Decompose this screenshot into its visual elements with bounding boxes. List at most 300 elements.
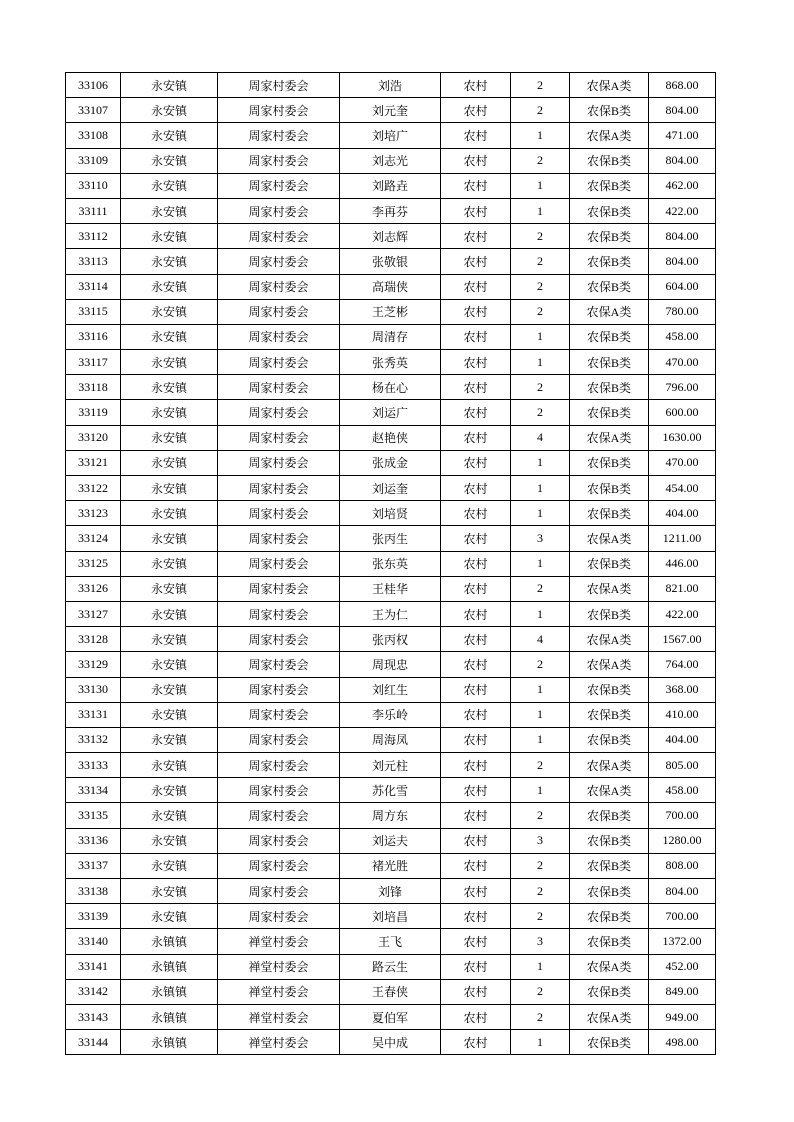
insurance-category: 农保B类 [570,551,649,576]
person-count: 1 [511,1030,570,1055]
town: 永安镇 [121,576,218,601]
village-committee: 周家村委会 [218,425,340,450]
amount: 804.00 [649,879,716,904]
table-row [66,576,716,601]
amount: 805.00 [649,753,716,778]
amount: 498.00 [649,1030,716,1055]
person-count: 2 [511,879,570,904]
person-name: 刘运夫 [340,828,441,853]
town: 永安镇 [121,274,218,299]
village-committee: 周家村委会 [218,274,340,299]
town: 永安镇 [121,98,218,123]
residence-type: 农村 [441,350,511,375]
residence-type: 农村 [441,904,511,929]
village-committee: 周家村委会 [218,803,340,828]
person-name: 周海凤 [340,727,441,752]
table-row [66,400,716,425]
village-committee: 禅堂村委会 [218,954,340,979]
amount: 462.00 [649,173,716,198]
residence-type: 农村 [441,123,511,148]
village-committee: 禅堂村委会 [218,979,340,1004]
person-name: 张丙权 [340,627,441,652]
town: 永安镇 [121,551,218,576]
record-id: 33130 [66,677,121,702]
village-committee: 周家村委会 [218,601,340,626]
record-id: 33131 [66,702,121,727]
table-row [66,224,716,249]
record-id: 33109 [66,148,121,173]
insurance-category: 农保B类 [570,702,649,727]
person-name: 吴中成 [340,1030,441,1055]
record-id: 33140 [66,929,121,954]
insurance-category: 农保B类 [570,224,649,249]
town: 永安镇 [121,501,218,526]
town: 永安镇 [121,879,218,904]
amount: 949.00 [649,1004,716,1029]
insurance-category: 农保B类 [570,173,649,198]
amount: 458.00 [649,778,716,803]
town: 永安镇 [121,652,218,677]
person-count: 2 [511,98,570,123]
table-row [66,173,716,198]
person-name: 赵艳侠 [340,425,441,450]
village-committee: 周家村委会 [218,198,340,223]
residence-type: 农村 [441,249,511,274]
insurance-category: 农保B类 [570,350,649,375]
amount: 422.00 [649,198,716,223]
insurance-category: 农保A类 [570,299,649,324]
table-row [66,727,716,752]
person-name: 王芝彬 [340,299,441,324]
village-committee: 禅堂村委会 [218,1030,340,1055]
insurance-category: 农保B类 [570,274,649,299]
person-name: 张秀英 [340,350,441,375]
insurance-category: 农保B类 [570,803,649,828]
person-name: 王春侠 [340,979,441,1004]
record-id: 33122 [66,476,121,501]
village-committee: 周家村委会 [218,98,340,123]
person-count: 1 [511,551,570,576]
village-committee: 周家村委会 [218,627,340,652]
person-name: 刘培贤 [340,501,441,526]
person-name: 张丙生 [340,526,441,551]
record-id: 33115 [66,299,121,324]
town: 永安镇 [121,299,218,324]
residence-type: 农村 [441,954,511,979]
person-count: 2 [511,249,570,274]
person-count: 2 [511,73,570,98]
person-count: 4 [511,425,570,450]
person-count: 2 [511,652,570,677]
village-committee: 周家村委会 [218,450,340,475]
amount: 1630.00 [649,425,716,450]
residence-type: 农村 [441,753,511,778]
person-name: 刘元柱 [340,753,441,778]
residence-type: 农村 [441,702,511,727]
table-row [66,1004,716,1029]
residence-type: 农村 [441,224,511,249]
insurance-category: 农保A类 [570,526,649,551]
town: 永镇镇 [121,1030,218,1055]
person-name: 刘志光 [340,148,441,173]
town: 永安镇 [121,324,218,349]
insurance-category: 农保B类 [570,904,649,929]
residence-type: 农村 [441,627,511,652]
residence-type: 农村 [441,828,511,853]
table-row [66,1030,716,1055]
town: 永安镇 [121,828,218,853]
village-committee: 周家村委会 [218,249,340,274]
residence-type: 农村 [441,727,511,752]
residence-type: 农村 [441,677,511,702]
insurance-category: 农保B类 [570,501,649,526]
town: 永安镇 [121,249,218,274]
village-committee: 周家村委会 [218,299,340,324]
person-name: 周清存 [340,324,441,349]
insurance-category: 农保B类 [570,727,649,752]
person-name: 夏伯军 [340,1004,441,1029]
person-name: 刘锋 [340,879,441,904]
village-committee: 周家村委会 [218,173,340,198]
person-count: 2 [511,853,570,878]
table-row [66,148,716,173]
record-id: 33107 [66,98,121,123]
person-count: 2 [511,803,570,828]
person-count: 3 [511,526,570,551]
residence-type: 农村 [441,879,511,904]
amount: 1280.00 [649,828,716,853]
record-id: 33116 [66,324,121,349]
residence-type: 农村 [441,198,511,223]
amount: 849.00 [649,979,716,1004]
residence-type: 农村 [441,425,511,450]
town: 永安镇 [121,677,218,702]
record-id: 33111 [66,198,121,223]
record-id: 33118 [66,375,121,400]
insurance-category: 农保B类 [570,677,649,702]
table-row [66,904,716,929]
table-row [66,929,716,954]
table-row [66,853,716,878]
amount: 821.00 [649,576,716,601]
town: 永安镇 [121,123,218,148]
residence-type: 农村 [441,73,511,98]
village-committee: 周家村委会 [218,123,340,148]
residence-type: 农村 [441,576,511,601]
person-count: 1 [511,954,570,979]
record-id: 33134 [66,778,121,803]
amount: 454.00 [649,476,716,501]
welfare-payment-table [65,72,716,1055]
town: 永安镇 [121,148,218,173]
residence-type: 农村 [441,652,511,677]
person-name: 刘运奎 [340,476,441,501]
record-id: 33108 [66,123,121,148]
town: 永安镇 [121,904,218,929]
amount: 604.00 [649,274,716,299]
table-row [66,627,716,652]
record-id: 33127 [66,601,121,626]
table-row [66,828,716,853]
village-committee: 周家村委会 [218,400,340,425]
person-name: 褚光胜 [340,853,441,878]
insurance-category: 农保B类 [570,324,649,349]
residence-type: 农村 [441,400,511,425]
insurance-category: 农保A类 [570,627,649,652]
town: 永镇镇 [121,979,218,1004]
record-id: 33117 [66,350,121,375]
person-name: 刘元奎 [340,98,441,123]
village-committee: 周家村委会 [218,576,340,601]
village-committee: 周家村委会 [218,148,340,173]
insurance-category: 农保A类 [570,753,649,778]
person-count: 2 [511,224,570,249]
table-row [66,702,716,727]
person-count: 1 [511,173,570,198]
insurance-category: 农保B类 [570,929,649,954]
record-id: 33139 [66,904,121,929]
person-name: 刘路垚 [340,173,441,198]
person-name: 张敬银 [340,249,441,274]
person-name: 王为仁 [340,601,441,626]
town: 永安镇 [121,778,218,803]
record-id: 33128 [66,627,121,652]
person-count: 2 [511,375,570,400]
village-committee: 周家村委会 [218,476,340,501]
person-count: 2 [511,400,570,425]
record-id: 33126 [66,576,121,601]
town: 永镇镇 [121,1004,218,1029]
amount: 1211.00 [649,526,716,551]
town: 永安镇 [121,601,218,626]
record-id: 33142 [66,979,121,1004]
insurance-category: 农保A类 [570,576,649,601]
town: 永安镇 [121,753,218,778]
village-committee: 周家村委会 [218,324,340,349]
table-row [66,753,716,778]
insurance-category: 农保A类 [570,123,649,148]
person-count: 1 [511,778,570,803]
residence-type: 农村 [441,803,511,828]
residence-type: 农村 [441,375,511,400]
town: 永安镇 [121,727,218,752]
residence-type: 农村 [441,299,511,324]
village-committee: 周家村委会 [218,350,340,375]
village-committee: 周家村委会 [218,652,340,677]
table-row [66,501,716,526]
person-count: 1 [511,501,570,526]
table-row [66,198,716,223]
village-committee: 周家村委会 [218,753,340,778]
village-committee: 周家村委会 [218,224,340,249]
person-count: 2 [511,979,570,1004]
person-count: 3 [511,828,570,853]
record-id: 33137 [66,853,121,878]
table-row [66,526,716,551]
person-count: 1 [511,702,570,727]
table-row [66,98,716,123]
residence-type: 农村 [441,526,511,551]
table-row [66,476,716,501]
table-row [66,425,716,450]
table-row [66,803,716,828]
person-count: 3 [511,929,570,954]
person-name: 李乐岭 [340,702,441,727]
insurance-category: 农保A类 [570,778,649,803]
record-id: 33119 [66,400,121,425]
insurance-category: 农保B类 [570,400,649,425]
town: 永镇镇 [121,954,218,979]
table-row [66,601,716,626]
town: 永安镇 [121,803,218,828]
table-row [66,73,716,98]
residence-type: 农村 [441,98,511,123]
residence-type: 农村 [441,551,511,576]
record-id: 33141 [66,954,121,979]
table-row [66,375,716,400]
insurance-category: 农保B类 [570,476,649,501]
person-name: 刘浩 [340,73,441,98]
village-committee: 周家村委会 [218,526,340,551]
residence-type: 农村 [441,274,511,299]
table-row [66,677,716,702]
amount: 470.00 [649,450,716,475]
record-id: 33124 [66,526,121,551]
person-count: 1 [511,198,570,223]
town: 永安镇 [121,702,218,727]
person-name: 刘运广 [340,400,441,425]
amount: 808.00 [649,853,716,878]
village-committee: 禅堂村委会 [218,1004,340,1029]
person-name: 刘培广 [340,123,441,148]
person-name: 王桂华 [340,576,441,601]
insurance-category: 农保A类 [570,1004,649,1029]
person-count: 2 [511,299,570,324]
insurance-category: 农保B类 [570,879,649,904]
town: 永安镇 [121,425,218,450]
amount: 600.00 [649,400,716,425]
insurance-category: 农保B类 [570,450,649,475]
person-name: 路云生 [340,954,441,979]
insurance-category: 农保A类 [570,425,649,450]
village-committee: 周家村委会 [218,828,340,853]
table-row [66,879,716,904]
residence-type: 农村 [441,929,511,954]
insurance-category: 农保B类 [570,98,649,123]
table-row [66,249,716,274]
amount: 422.00 [649,601,716,626]
village-committee: 周家村委会 [218,677,340,702]
amount: 700.00 [649,904,716,929]
amount: 804.00 [649,249,716,274]
person-count: 4 [511,627,570,652]
amount: 404.00 [649,727,716,752]
residence-type: 农村 [441,173,511,198]
amount: 1567.00 [649,627,716,652]
table-row [66,123,716,148]
table-body [66,73,716,1055]
insurance-category: 农保B类 [570,1030,649,1055]
person-name: 刘志辉 [340,224,441,249]
record-id: 33106 [66,73,121,98]
residence-type: 农村 [441,476,511,501]
village-committee: 周家村委会 [218,375,340,400]
residence-type: 农村 [441,979,511,1004]
amount: 796.00 [649,375,716,400]
person-count: 1 [511,727,570,752]
insurance-category: 农保B类 [570,828,649,853]
village-committee: 周家村委会 [218,778,340,803]
insurance-category: 农保B类 [570,979,649,1004]
amount: 764.00 [649,652,716,677]
village-committee: 禅堂村委会 [218,929,340,954]
person-count: 2 [511,576,570,601]
person-count: 1 [511,601,570,626]
record-id: 33129 [66,652,121,677]
town: 永安镇 [121,450,218,475]
village-committee: 周家村委会 [218,702,340,727]
amount: 471.00 [649,123,716,148]
record-id: 33135 [66,803,121,828]
table-row [66,979,716,1004]
table-row [66,299,716,324]
person-name: 苏化雪 [340,778,441,803]
record-id: 33121 [66,450,121,475]
amount: 368.00 [649,677,716,702]
town: 永安镇 [121,476,218,501]
amount: 1372.00 [649,929,716,954]
town: 永安镇 [121,73,218,98]
village-committee: 周家村委会 [218,551,340,576]
record-id: 33138 [66,879,121,904]
person-name: 刘培昌 [340,904,441,929]
village-committee: 周家村委会 [218,904,340,929]
village-committee: 周家村委会 [218,73,340,98]
village-committee: 周家村委会 [218,853,340,878]
person-count: 2 [511,1004,570,1029]
insurance-category: 农保B类 [570,601,649,626]
record-id: 33136 [66,828,121,853]
person-count: 2 [511,753,570,778]
person-count: 1 [511,123,570,148]
person-name: 周现忠 [340,652,441,677]
amount: 804.00 [649,224,716,249]
table-row [66,274,716,299]
amount: 700.00 [649,803,716,828]
town: 永安镇 [121,375,218,400]
table-row [66,551,716,576]
person-count: 1 [511,324,570,349]
town: 永安镇 [121,173,218,198]
person-count: 2 [511,148,570,173]
person-name: 高瑞侠 [340,274,441,299]
town: 永安镇 [121,198,218,223]
table-row [66,324,716,349]
record-id: 33110 [66,173,121,198]
person-name: 王飞 [340,929,441,954]
town: 永镇镇 [121,929,218,954]
insurance-category: 农保B类 [570,853,649,878]
record-id: 33143 [66,1004,121,1029]
table-row [66,954,716,979]
town: 永安镇 [121,526,218,551]
town: 永安镇 [121,853,218,878]
person-count: 2 [511,274,570,299]
insurance-category: 农保B类 [570,375,649,400]
residence-type: 农村 [441,501,511,526]
record-id: 33132 [66,727,121,752]
record-id: 33112 [66,224,121,249]
